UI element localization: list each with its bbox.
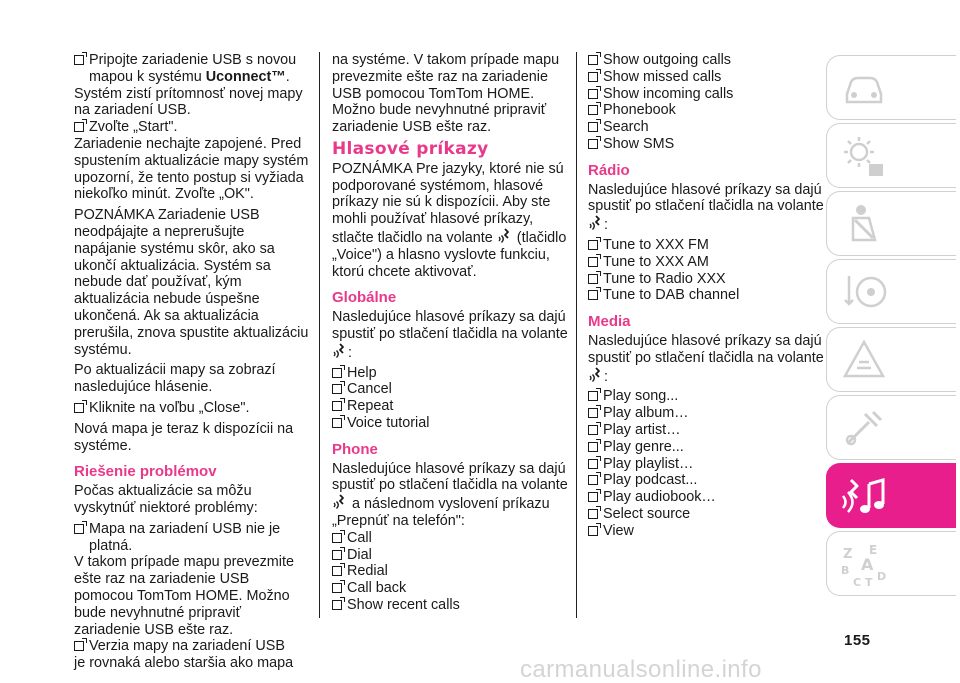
- command-item: [332, 530, 568, 547]
- step-checkbox-icon: [332, 550, 342, 560]
- command-item: [588, 472, 824, 489]
- step-checkbox-icon: [74, 641, 84, 651]
- command-text: Play audiobook…: [603, 489, 716, 506]
- step-checkbox-icon: [588, 105, 598, 115]
- command-text: Cancel: [347, 381, 392, 398]
- voice-button-icon: [588, 215, 604, 232]
- column-2: [332, 52, 568, 614]
- step-checkbox-icon: [588, 240, 598, 250]
- command-item: [588, 506, 824, 523]
- command-item: [332, 597, 568, 614]
- step-checkbox-icon: [588, 442, 598, 452]
- step-checkbox-icon: [588, 475, 598, 485]
- command-list: [588, 388, 824, 539]
- svg-text:D: D: [877, 570, 887, 583]
- command-text: Phonebook: [603, 102, 676, 119]
- command-text: Show missed calls: [603, 68, 722, 85]
- command-item: [588, 237, 824, 254]
- step-item: [74, 52, 310, 86]
- seat-belt-safety-icon: [839, 200, 889, 248]
- column-1: [74, 52, 310, 672]
- command-text: Help: [347, 364, 377, 381]
- step-text: Kliknite na voľbu „Close".: [89, 399, 250, 416]
- svg-text:C: C: [853, 576, 862, 588]
- car-dashboard-icon: [839, 64, 889, 112]
- paragraph: Nasledujúce hlasové príkazy sa dajú spustiť po stlačení tlačidla na volante: [332, 460, 568, 494]
- step-checkbox-icon: [588, 274, 598, 284]
- command-item: [588, 102, 824, 119]
- svg-text:E: E: [869, 543, 878, 557]
- voice-button-icon: [588, 367, 604, 384]
- tab-multimedia[interactable]: [826, 463, 956, 528]
- tab-starting-driving[interactable]: [826, 259, 956, 324]
- step-item: [74, 521, 310, 555]
- section-heading: Phone: [332, 440, 378, 458]
- command-item: [332, 547, 568, 564]
- command-list: [332, 365, 568, 432]
- column-divider: [319, 52, 320, 618]
- step-checkbox-icon: [588, 72, 598, 82]
- step-checkbox-icon: [588, 122, 598, 132]
- command-item: [332, 415, 568, 432]
- watermark: carmanualsonline.info: [520, 656, 762, 683]
- warning-triangle-icon: [839, 336, 889, 384]
- steering-wheel-key-icon: [839, 268, 889, 316]
- tab-emergency[interactable]: [826, 327, 956, 392]
- tab-index[interactable]: [826, 531, 956, 596]
- paragraph: Po aktualizácii mapy sa zobrazí nasledujúce hlásenie.: [74, 362, 276, 396]
- step-item: [74, 638, 310, 655]
- command-item: [588, 422, 824, 439]
- paragraph: na systéme. V takom prípade mapu prevezmite ešte raz na zariadenie USB pomocou TomTom HOME. Možno bude nevyhnutné pripraviť zariadenie USB ešte raz.: [332, 52, 560, 136]
- voice-line: :: [332, 343, 568, 362]
- paragraph: je rovnaká alebo staršia ako mapa: [74, 655, 294, 672]
- step-checkbox-icon: [332, 566, 342, 576]
- command-item: [332, 365, 568, 382]
- step-checkbox-icon: [588, 492, 598, 502]
- alphabetical-index-icon: [839, 540, 889, 588]
- step-checkbox-icon: [588, 509, 598, 519]
- command-text: Redial: [347, 563, 388, 580]
- command-text: Show outgoing calls: [603, 52, 731, 68]
- step-checkbox-icon: [588, 408, 598, 418]
- command-item: [588, 271, 824, 288]
- command-list: [588, 52, 824, 153]
- command-text: Call back: [347, 580, 407, 597]
- step-checkbox-icon: [332, 401, 342, 411]
- command-item: [588, 523, 824, 540]
- step-checkbox-icon: [588, 290, 598, 300]
- section-heading: Rádio: [588, 161, 630, 179]
- command-list: [332, 530, 568, 614]
- step-checkbox-icon: [332, 583, 342, 593]
- paragraph: V takom prípade mapu prevezmite ešte raz na zariadenie USB pomocou TomTom HOME. Možno bude nevyhnutné pripraviť zariadenie USB ešte raz.: [74, 554, 294, 638]
- svg-text:Z: Z: [843, 547, 853, 562]
- command-item: [332, 563, 568, 580]
- command-text: Select source: [603, 505, 691, 522]
- command-text: Play genre...: [603, 438, 684, 455]
- paragraph: Nasledujúce hlasové príkazy sa dajú spustiť po stlačení tlačidla na volante: [332, 309, 568, 342]
- command-item: [588, 69, 824, 86]
- command-list: [588, 237, 824, 304]
- step-checkbox-icon: [588, 55, 598, 65]
- multimedia-voice-music-icon: [839, 472, 889, 520]
- command-item: [588, 287, 824, 304]
- step-text: Mapa na zariadení USB nie je platná.: [89, 520, 281, 554]
- command-text: Play song...: [603, 388, 679, 405]
- column-3: [588, 52, 824, 540]
- section-heading: Riešenie problémov: [74, 463, 217, 481]
- step-checkbox-icon: [588, 391, 598, 401]
- command-item: [332, 381, 568, 398]
- warning-lights-icon: [839, 132, 889, 180]
- command-text: Tune to Radio XXX: [603, 270, 726, 287]
- page-number: 155: [844, 632, 871, 649]
- step-checkbox-icon: [74, 403, 84, 413]
- command-text: Show recent calls: [347, 596, 460, 613]
- step-checkbox-icon: [74, 524, 84, 534]
- voice-button-icon: [332, 494, 348, 511]
- step-item: [74, 400, 310, 417]
- voice-button-icon: [332, 343, 348, 360]
- tab-warning-lights[interactable]: [826, 123, 956, 188]
- column-divider: [576, 52, 577, 618]
- command-text: Play album…: [603, 405, 689, 422]
- step-item: [74, 119, 310, 136]
- command-item: [588, 388, 824, 405]
- step-text: Zvoľte „Start".: [89, 119, 178, 136]
- command-text: Show SMS: [603, 135, 675, 152]
- brand-name: Uconnect™: [205, 68, 286, 85]
- svg-text:T: T: [865, 576, 873, 588]
- command-text: Play artist…: [603, 421, 681, 438]
- step-checkbox-icon: [588, 139, 598, 149]
- paragraph: Nová mapa je teraz k dispozícii na systéme.: [74, 420, 294, 454]
- step-checkbox-icon: [588, 257, 598, 267]
- command-item: [588, 119, 824, 136]
- step-checkbox-icon: [74, 55, 84, 65]
- tab-dashboard[interactable]: [826, 55, 956, 120]
- command-item: [332, 580, 568, 597]
- step-checkbox-icon: [74, 122, 84, 132]
- command-text: Repeat: [347, 398, 394, 415]
- voice-button-icon: [497, 228, 513, 245]
- paragraph: Zariadenie nechajte zapojené. Pred spustením aktualizácie mapy systém upozorní, že tento postup si vyžiada niekoľko minút. Zvoľte „OK".: [74, 135, 309, 203]
- svg-text:A: A: [861, 555, 874, 574]
- voice-line: :: [588, 215, 824, 234]
- tab-maintenance[interactable]: [826, 395, 956, 460]
- step-checkbox-icon: [588, 89, 598, 99]
- command-text: Tune to DAB channel: [603, 287, 740, 304]
- step-checkbox-icon: [332, 533, 342, 543]
- command-text: Voice tutorial: [347, 414, 430, 431]
- command-item: [588, 52, 824, 69]
- note-paragraph: POZNÁMKA Zariadenie USB neodpájajte a neprerušujte napájanie systému skôr, ako sa ukončí aktualizácia. Systém sa nebude dať používať, kým aktualizácia nebude úspešne ukončená. Ak sa aktualizácia prerušila, znova spustite aktualizáciu systému.: [74, 207, 309, 358]
- step-text: Verzia mapy na zariadení USB: [89, 638, 285, 655]
- command-text: View: [603, 522, 634, 539]
- command-item: [588, 456, 824, 473]
- tools-icon: [839, 404, 889, 452]
- command-text: Dial: [347, 546, 372, 563]
- command-text: Tune to XXX FM: [603, 236, 709, 253]
- step-checkbox-icon: [588, 459, 598, 469]
- step-checkbox-icon: [588, 526, 598, 536]
- command-item: [588, 439, 824, 456]
- paragraph: Systém zistí prítomnosť novej mapy na zariadení USB.: [74, 85, 303, 119]
- note-paragraph: POZNÁMKA Pre jazyky, ktoré nie sú podporované systémom, hlasové príkazy nie sú k dispozícii. Aby ste mohli používať hlasové príkazy, stlačte tlačidlo na volante (tlačidlo „Voice") a hlasno vyslovte funkciu, ktorú chcete aktivovať.: [332, 160, 567, 280]
- step-checkbox-icon: [332, 384, 342, 394]
- command-text: Tune to XXX AM: [603, 253, 709, 270]
- command-item: [588, 405, 824, 422]
- command-item: [588, 254, 824, 271]
- step-text-end: .: [285, 68, 290, 85]
- command-text: Call: [347, 529, 372, 546]
- step-checkbox-icon: [332, 368, 342, 378]
- section-heading: Media: [588, 313, 631, 331]
- command-text: Show incoming calls: [603, 85, 734, 102]
- command-text: Play podcast...: [603, 472, 698, 489]
- command-text: Search: [603, 119, 649, 136]
- main-heading: Hlasové príkazy: [332, 138, 489, 159]
- section-heading: Globálne: [332, 289, 397, 307]
- step-checkbox-icon: [588, 425, 598, 435]
- tab-safety[interactable]: [826, 191, 956, 256]
- step-text: Pripojte zariadenie USB s novou mapou k systému: [89, 52, 297, 85]
- command-item: [588, 489, 824, 506]
- paragraph: Nasledujúce hlasové príkazy sa dajú spustiť po stlačení tlačidla na volante: [588, 181, 824, 215]
- paragraph: Počas aktualizácie sa môžu vyskytnúť niektoré problémy:: [74, 483, 258, 516]
- command-item: [588, 136, 824, 153]
- voice-line: :: [588, 367, 824, 386]
- command-item: [588, 86, 824, 103]
- command-text: Play playlist…: [603, 455, 694, 472]
- paragraph: Nasledujúce hlasové príkazy sa dajú spustiť po stlačení tlačidla na volante: [588, 332, 824, 366]
- step-checkbox-icon: [332, 600, 342, 610]
- step-checkbox-icon: [332, 418, 342, 428]
- svg-text:B: B: [841, 564, 850, 577]
- voice-line: a následnom vyslovení príkazu „Prepnúť na telefón":: [332, 496, 550, 529]
- command-item: [332, 398, 568, 415]
